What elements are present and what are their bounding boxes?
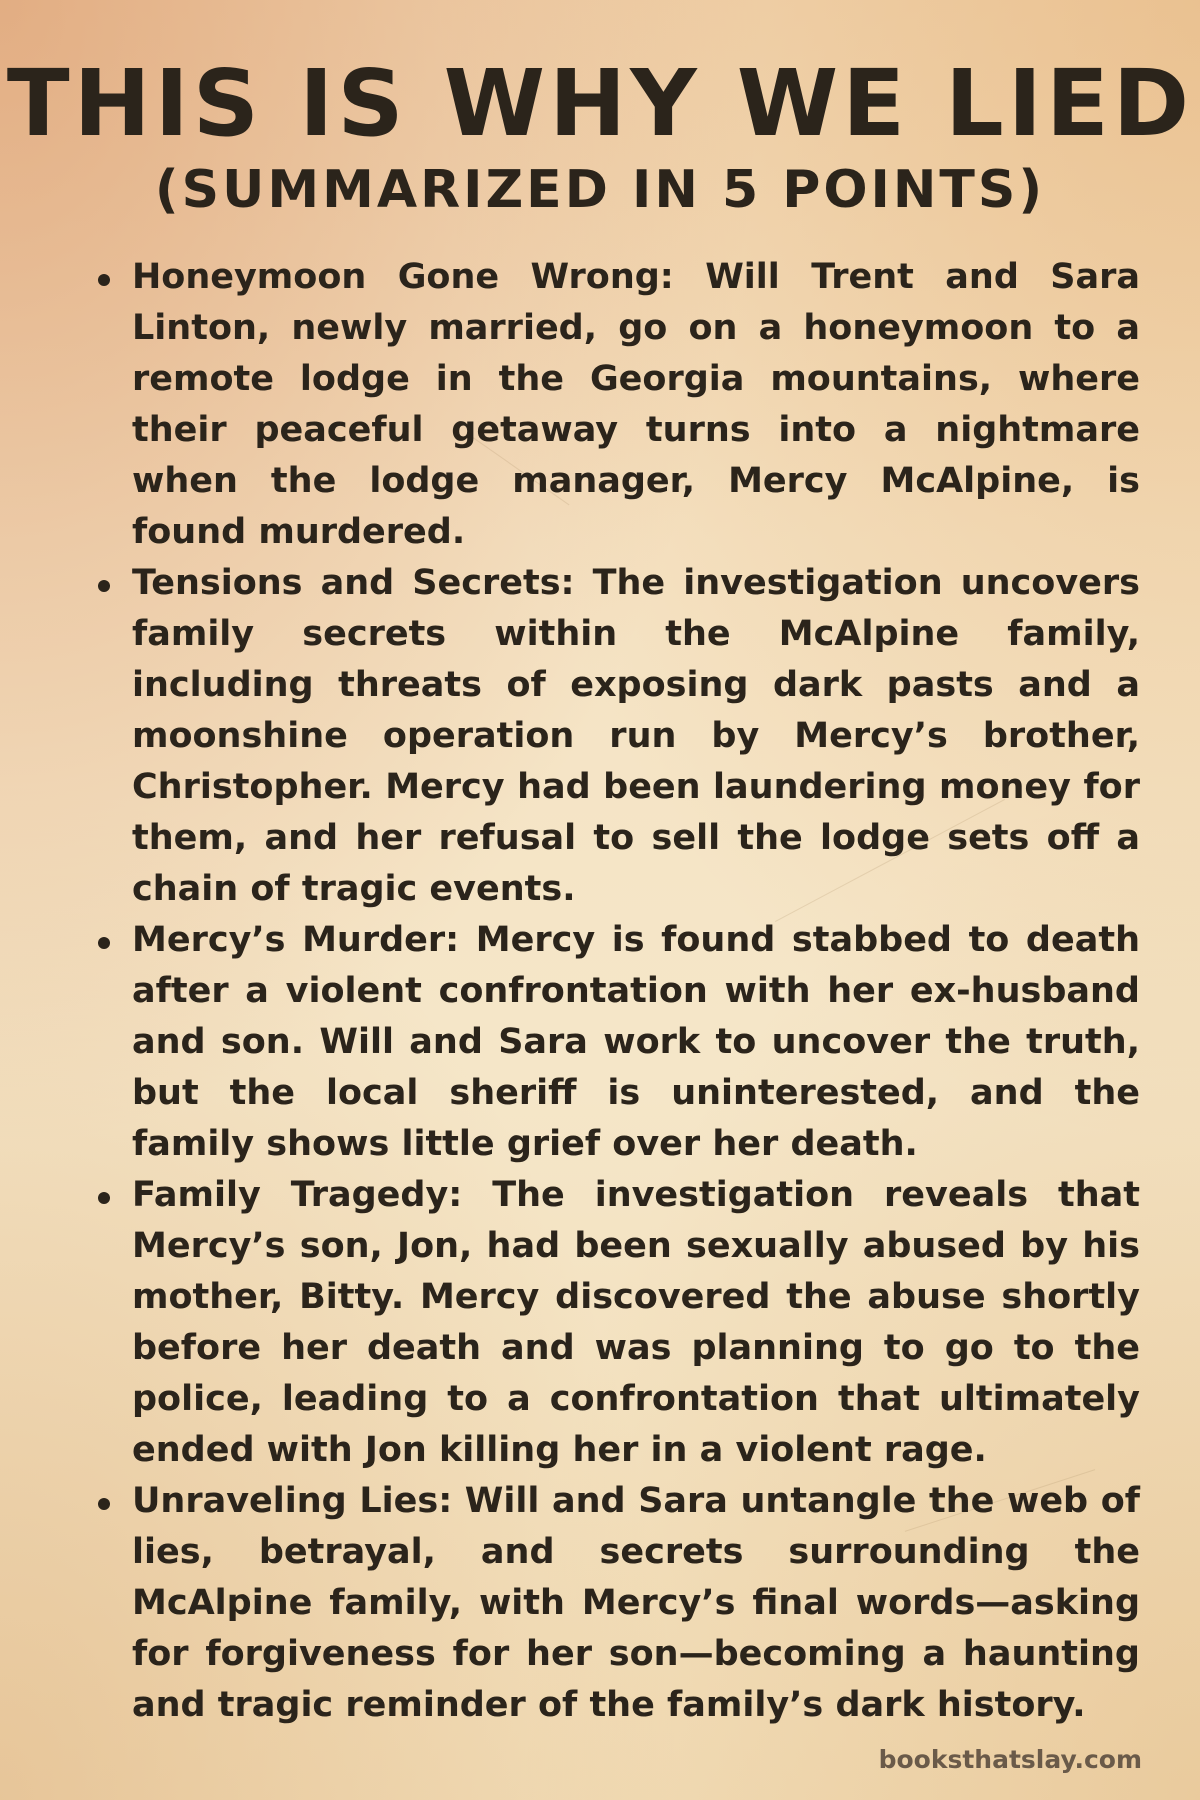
summary-points-list [96,252,1140,1731]
summary-point [96,558,1140,915]
page-subtitle: (SUMMARIZED IN 5 POINTS) [154,160,1046,220]
summary-point [96,252,1140,558]
page-header [0,52,1200,222]
summary-point-text: Tensions and Secrets: The investigation uncovers family secrets within the McAlpine family, including threats of exposing dark pasts and a moonshine operation run by Mercy’s brother, Christopher. Mercy had been laundering money for them, and her refusal to sell the lodge sets off a chain of tragic events. [132,563,1140,909]
bullet-icon [98,274,110,286]
summary-point-text: Unraveling Lies: Will and Sara untangle the web of lies, betrayal, and secrets surrounding the McAlpine family, with Mercy’s final words—asking for forgiveness for her son—becoming a haunting and tragic reminder of the family’s dark history. [132,1481,1140,1725]
page-title: THIS IS WHY WE LIED [6,50,1194,157]
bullet-icon [98,1498,110,1510]
summary-point [96,1170,1140,1476]
source-site-credit: booksthatslay.com [878,1745,1142,1774]
summary-point-text: Honeymoon Gone Wrong: Will Trent and Sara Linton, newly married, go on a honeymoon to a remote lodge in the Georgia mountains, where their peaceful getaway turns into a nightmare when the lodge manager, Mercy McAlpine, is found murdered. [132,257,1140,552]
summary-point [96,1476,1140,1731]
bullet-icon [98,937,110,949]
summary-point-text: Family Tragedy: The investigation reveals that Mercy’s son, Jon, had been sexually abused by his mother, Bitty. Mercy discovered the abuse shortly before her death and was planning to go to the police, leading to a confrontation that ultimately ended with Jon killing her in a violent rage. [132,1175,1140,1470]
bullet-icon [98,1192,110,1204]
summary-point-text: Mercy’s Murder: Mercy is found stabbed to death after a violent confrontation with her ex-husband and son. Will and Sara work to uncover the truth, but the local sheriff is uninterested, and the family shows little grief over her death. [132,920,1140,1164]
bullet-icon [98,580,110,592]
summary-point [96,915,1140,1170]
